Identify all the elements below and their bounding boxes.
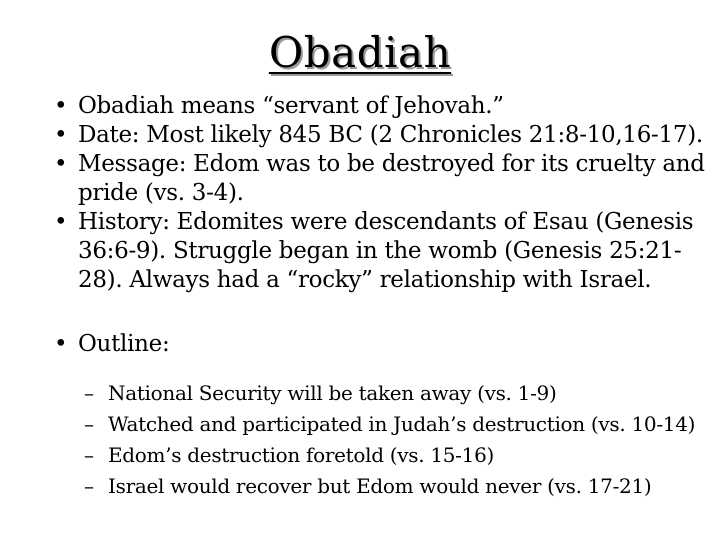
bullet-meaning: • Obadiah means “servant of Jehovah.” bbox=[48, 92, 708, 121]
outline-item: – National Security will be taken away (vs. 1-9) bbox=[78, 378, 708, 409]
outline-item: – Edom’s destruction foretold (vs. 15-16) bbox=[78, 440, 708, 471]
bullet-date: • Date: Most likely 845 BC (2 Chronicles 21:8-10,16-17). bbox=[48, 121, 708, 150]
outline-item: – Watched and participated in Judah’s destruction (vs. 10-14) bbox=[78, 409, 708, 440]
bullet-list bbox=[48, 92, 708, 502]
outline-list bbox=[78, 378, 708, 502]
bullet-outline bbox=[48, 330, 708, 502]
bullet-history: • History: Edomites were descendants of Esau (Genesis 36:6-9). Struggle began in the womb (Genesis 25:21-28). Always had a “rocky” relationship with Israel. bbox=[48, 208, 708, 295]
outline-item: – Israel would recover but Edom would never (vs. 17-21) bbox=[78, 471, 708, 502]
bullet-message: • Message: Edom was to be destroyed for its cruelty and pride (vs. 3-4). bbox=[48, 150, 708, 208]
outline-heading: Outline: bbox=[78, 331, 170, 357]
slide-title: Obadiah bbox=[268, 28, 452, 77]
